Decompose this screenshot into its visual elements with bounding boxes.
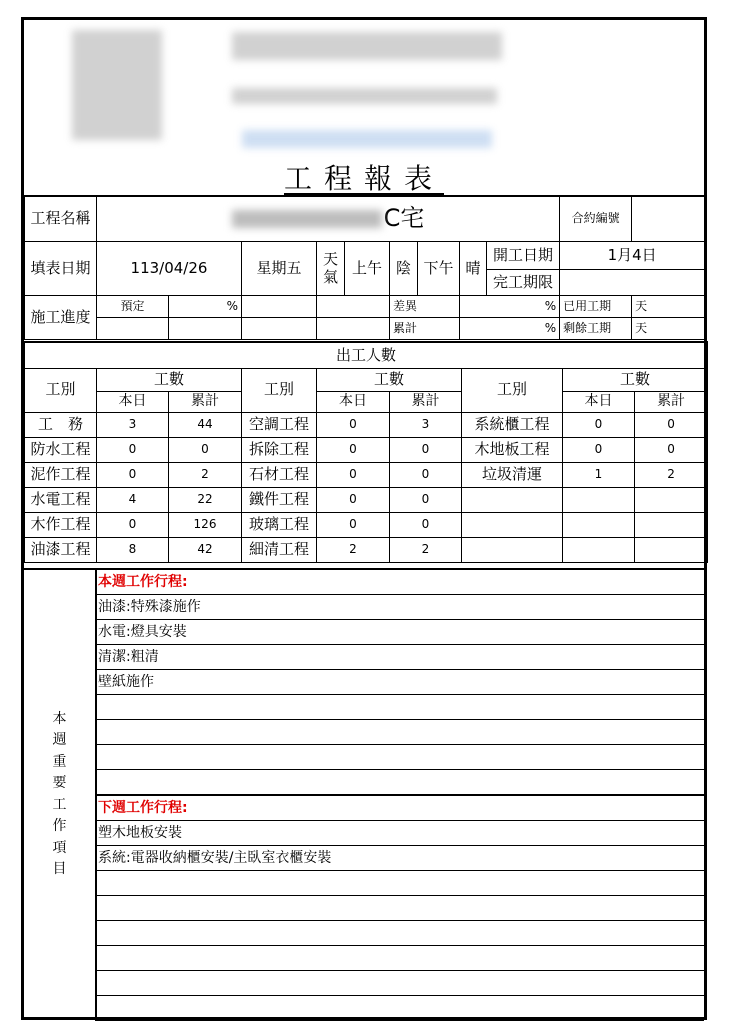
total-count: 0: [390, 487, 462, 512]
diff-pct: %: [460, 296, 560, 318]
trade-cell: 鐵件工程: [242, 487, 317, 512]
this-week-item: 清潔:粗清: [95, 645, 704, 670]
work-items-section: [24, 568, 704, 1019]
next-week-item: [95, 946, 704, 971]
today-count: 0: [97, 462, 169, 487]
contract-no-value[interactable]: [632, 196, 705, 242]
total-count: 2: [635, 462, 708, 487]
total-count: 2: [390, 537, 462, 562]
side-label-char: 工: [52, 796, 67, 813]
project-name-blurred: [232, 210, 382, 228]
company-name-blurred: [232, 32, 502, 60]
cum-pct: %: [460, 318, 560, 340]
next-week-item: [95, 971, 704, 996]
next-week-item: [95, 896, 704, 921]
today-count: 0: [563, 412, 635, 437]
trade-cell: 泥作工程: [25, 462, 97, 487]
fill-date-value: 113/04/26: [97, 242, 242, 296]
total-count: [635, 512, 708, 537]
next-week-item: 塑木地板安裝: [95, 821, 704, 846]
labor-row: [25, 537, 708, 562]
report-title: 工程報表: [283, 162, 444, 195]
trade-header: 工別: [242, 368, 317, 412]
project-name-label: 工程名稱: [25, 196, 97, 242]
trade-cell: 玻璃工程: [242, 512, 317, 537]
deadline-value[interactable]: [560, 270, 705, 296]
today-count: 3: [97, 412, 169, 437]
trade-cell: 木作工程: [25, 512, 97, 537]
side-label-char: 作: [52, 818, 67, 834]
trade-cell: 木地板工程: [462, 437, 563, 462]
trade-cell: [462, 487, 563, 512]
total-header: 累計: [635, 391, 708, 412]
trade-cell: 水電工程: [25, 487, 97, 512]
next-week-item: [95, 996, 704, 1021]
side-label-char: 目: [52, 861, 67, 877]
total-count: 2: [169, 462, 242, 487]
contract-no-label: 合約編號: [560, 196, 632, 242]
today-count: 0: [317, 462, 390, 487]
side-label-char: 要: [52, 775, 67, 791]
planned-pct: %: [169, 296, 242, 318]
used-days-label: 已用工期: [560, 296, 632, 318]
trade-cell: 防水工程: [25, 437, 97, 462]
today-count: [563, 537, 635, 562]
am-weather: 陰: [390, 242, 418, 296]
work-items-side-label: [24, 570, 97, 1019]
this-week-item: [95, 770, 704, 796]
trade-header: 工別: [462, 368, 563, 412]
today-count: 4: [97, 487, 169, 512]
today-header: 本日: [317, 391, 390, 412]
trade-cell: 油漆工程: [25, 537, 97, 562]
progress-cell: [97, 318, 169, 340]
project-info-table: [24, 195, 705, 340]
remain-days-unit: 天: [632, 318, 705, 340]
next-week-item: [95, 921, 704, 946]
start-date-label: 開工日期: [487, 242, 560, 270]
today-count: [563, 487, 635, 512]
total-count: 0: [635, 412, 708, 437]
labor-row: [25, 412, 708, 437]
this-week-title: 本週工作行程:: [95, 570, 704, 595]
today-count: 0: [563, 437, 635, 462]
total-count: 44: [169, 412, 242, 437]
this-week-item: 油漆:特殊漆施作: [95, 595, 704, 620]
weekday-value: 星期五: [242, 242, 317, 296]
work-items-lines: [95, 570, 704, 1021]
this-week-item: 壁紙施作: [95, 670, 704, 695]
total-header: 累計: [390, 391, 462, 412]
trade-cell: [462, 512, 563, 537]
company-website-blurred: [242, 130, 492, 148]
deadline-label: 完工期限: [487, 270, 560, 296]
count-header: 工數: [563, 368, 708, 391]
trade-header: 工別: [25, 368, 97, 412]
today-header: 本日: [97, 391, 169, 412]
used-days-unit: 天: [632, 296, 705, 318]
total-count: 22: [169, 487, 242, 512]
today-count: 2: [317, 537, 390, 562]
today-header: 本日: [563, 391, 635, 412]
total-count: [635, 537, 708, 562]
fill-date-label: 填表日期: [25, 242, 97, 296]
labor-section-title: 出工人數: [25, 342, 708, 368]
labor-table: [24, 341, 708, 563]
total-count: 0: [390, 437, 462, 462]
next-week-item: 系統:電器收納櫃安裝/主臥室衣櫃安裝: [95, 846, 704, 871]
total-count: 3: [390, 412, 462, 437]
total-count: 0: [169, 437, 242, 462]
next-week-title: 下週工作行程:: [95, 796, 704, 821]
diff-label: 差異: [390, 296, 460, 318]
planned-label: 預定: [97, 296, 169, 318]
total-count: 42: [169, 537, 242, 562]
count-header: 工數: [317, 368, 462, 391]
count-header: 工數: [97, 368, 242, 391]
trade-cell: 拆除工程: [242, 437, 317, 462]
today-count: 1: [563, 462, 635, 487]
labor-row: [25, 437, 708, 462]
progress-cell: [169, 318, 242, 340]
am-label: 上午: [345, 242, 390, 296]
trade-cell: 工 務: [25, 412, 97, 437]
total-count: 0: [390, 462, 462, 487]
trade-cell: 石材工程: [242, 462, 317, 487]
side-label-char: 週: [52, 732, 67, 748]
today-count: 0: [317, 487, 390, 512]
labor-row: [25, 462, 708, 487]
labor-row: [25, 487, 708, 512]
today-count: 0: [97, 512, 169, 537]
today-count: 0: [317, 437, 390, 462]
side-label-char: 本: [52, 710, 67, 727]
labor-row: [25, 512, 708, 537]
company-logo-blurred: [72, 30, 162, 140]
next-week-item: [95, 871, 704, 896]
side-label-char: 重: [52, 753, 67, 770]
report-header: [24, 20, 704, 197]
progress-cell: [242, 296, 317, 318]
weather-label: 天 氣: [317, 242, 345, 296]
today-count: 0: [97, 437, 169, 462]
remain-days-label: 剩餘工期: [560, 318, 632, 340]
start-date-value: 1月4日: [560, 242, 705, 270]
report-sheet: [21, 17, 707, 1020]
pm-weather: 晴: [460, 242, 487, 296]
this-week-item: [95, 695, 704, 720]
today-count: [563, 512, 635, 537]
progress-cell: [317, 318, 390, 340]
this-week-item: [95, 720, 704, 745]
today-count: 0: [317, 512, 390, 537]
trade-cell: [462, 537, 563, 562]
company-address-blurred: [232, 88, 497, 104]
total-header: 累計: [169, 391, 242, 412]
today-count: 8: [97, 537, 169, 562]
total-count: [635, 487, 708, 512]
total-count: 0: [390, 512, 462, 537]
progress-label: 施工進度: [25, 296, 97, 340]
trade-cell: 垃圾清運: [462, 462, 563, 487]
project-name-value: C宅: [97, 196, 560, 242]
trade-cell: 系統櫃工程: [462, 412, 563, 437]
this-week-item: 水電:燈具安裝: [95, 620, 704, 645]
progress-cell: [242, 318, 317, 340]
total-count: 0: [635, 437, 708, 462]
pm-label: 下午: [418, 242, 460, 296]
total-count: 126: [169, 512, 242, 537]
cum-label: 累計: [390, 318, 460, 340]
today-count: 0: [317, 412, 390, 437]
side-label-char: 項: [52, 839, 67, 856]
trade-cell: 細清工程: [242, 537, 317, 562]
progress-cell: [317, 296, 390, 318]
this-week-item: [95, 745, 704, 770]
trade-cell: 空調工程: [242, 412, 317, 437]
